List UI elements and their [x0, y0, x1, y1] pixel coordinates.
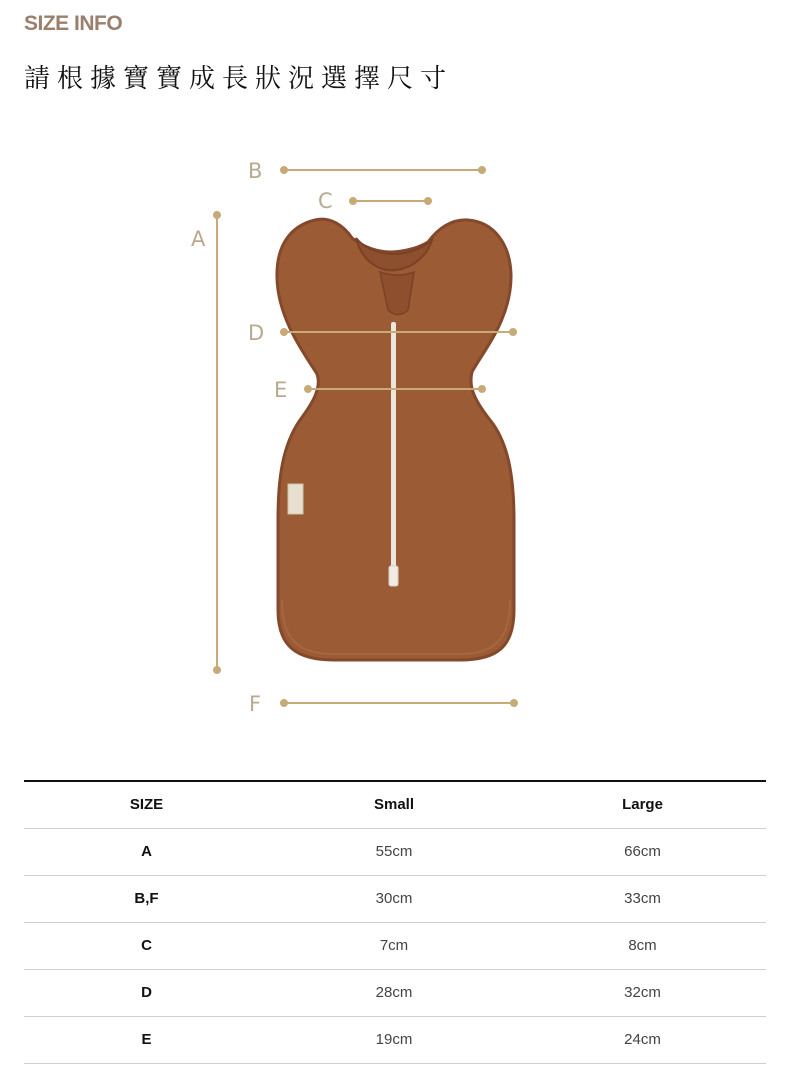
row-size-label: A — [24, 828, 269, 875]
brand-tag — [288, 484, 303, 514]
row-size-label: B,F — [24, 875, 269, 922]
row-size-label: D — [24, 969, 269, 1016]
table-row — [24, 875, 766, 922]
label-a: A — [191, 227, 206, 251]
section-label: SIZE INFO — [24, 12, 123, 35]
row-small-value: 30cm — [269, 875, 519, 922]
label-f: F — [249, 692, 262, 716]
row-large-value: 32cm — [519, 969, 766, 1016]
row-small-value: 19cm — [269, 1016, 519, 1063]
row-small-value: 28cm — [269, 969, 519, 1016]
table-row — [24, 1016, 766, 1063]
zipper-end — [389, 566, 398, 586]
row-size-label: E — [24, 1016, 269, 1063]
header-small: Small — [269, 781, 519, 828]
row-size-label: C — [24, 922, 269, 969]
row-large-value: 66cm — [519, 828, 766, 875]
header-large: Large — [519, 781, 766, 828]
label-e: E — [274, 378, 288, 402]
table-row — [24, 969, 766, 1016]
size-diagram — [0, 140, 793, 720]
zipper-line — [391, 322, 396, 584]
page-subtitle: 請根據寶寶成長狀況選擇尺寸 — [24, 64, 454, 94]
header-size: SIZE — [24, 781, 269, 828]
label-c: C — [318, 189, 333, 213]
table-header-row — [24, 781, 766, 828]
row-small-value: 55cm — [269, 828, 519, 875]
row-small-value: 7cm — [269, 922, 519, 969]
row-large-value: 24cm — [519, 1016, 766, 1063]
swaddle-illustration — [277, 219, 514, 660]
table-row — [24, 828, 766, 875]
size-table — [24, 780, 766, 1064]
label-d: D — [248, 321, 265, 345]
row-large-value: 8cm — [519, 922, 766, 969]
table-row — [24, 922, 766, 969]
row-large-value: 33cm — [519, 875, 766, 922]
label-b: B — [248, 159, 263, 183]
